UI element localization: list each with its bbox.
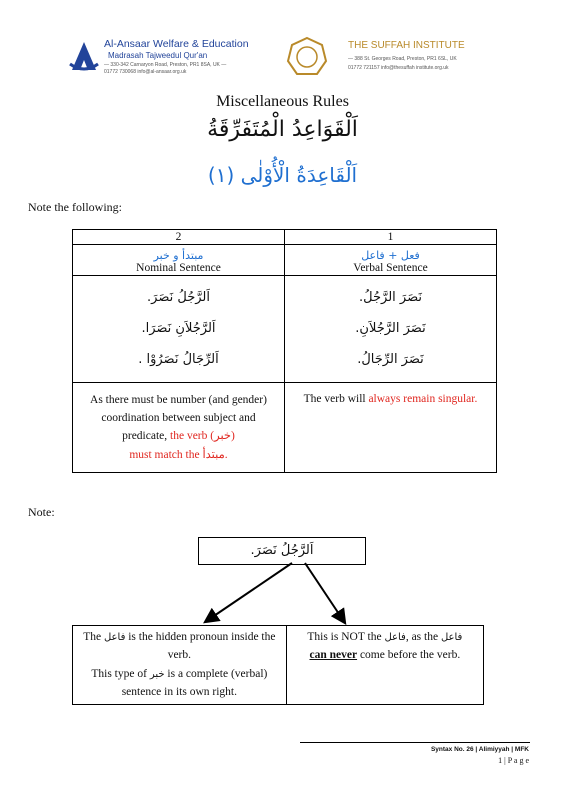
verbal-header-en: Verbal Sentence [353,262,428,274]
right-org-contact: 01772 721157 info@thesuffah institute.org.uk [348,65,449,71]
note2-label: Note: [28,505,55,519]
center-example-box: اَلرَّجُلُ نَصَرَ. [198,537,366,565]
arabic-subtitle: اَلْقَاعِدَةُ الْأُوْلٰى (١) [207,163,358,187]
left-ar-term: فاعل [103,632,126,643]
right-ar-term: فاعل [440,632,463,643]
verbal-example: نَصَرَ الرَّجُلاَنِ. [355,321,426,337]
right-explanation-cell [286,626,483,705]
nominal-rule-red2: must match the مبتدأ. [129,448,228,461]
left-org-address: — 330-342 Carnaryon Road, Preston, PR1 8SA, UK — [104,62,227,68]
right-text: This is NOT the [307,631,382,643]
left-explanation-cell [73,626,287,705]
nominal-header-ar: مبتدأ و خبر [153,249,204,262]
right-org-name: THE SUFFAH INSTITUTE [348,40,465,51]
note-intro: Note the following: [28,200,122,214]
page-title: Miscellaneous Rules [216,93,349,110]
col-number-1: 1 [285,230,497,245]
right-bold-text: can never [309,649,358,662]
nominal-example: اَلرَّجُلاَنِ نَصَرَا. [141,321,216,337]
explanation-table [72,625,484,705]
footer-line1: Syntax No. 26 | Alimiyyah | MFK [430,746,529,753]
left-org-contact: 01772 730068 info@al-ansaar.org.uk [104,69,187,75]
left-ar-term: خبر [149,668,165,680]
verbal-rule-text: The verb will [303,392,366,405]
right-arrow [305,563,343,620]
right-text: come before the verb. [359,649,461,662]
right-ar-term: فاعل [384,632,406,643]
verbal-example: نَصَرَ الرَّجُلُ. [359,290,422,305]
left-text: is the hidden pronoun inside the verb. [128,631,276,662]
verbal-header-ar: فعل + فاعل [361,249,420,262]
left-org-sub: Madrasah Tajweedul Qur'an [108,51,208,60]
left-text: This type of [91,667,147,680]
footer-rule [300,742,530,743]
left-text: The [83,631,102,643]
nominal-header-en: Nominal Sentence [136,262,221,274]
arabic-title: اَلْقَوَاعِدُ الْمُتَفَرِّقَةُ [207,117,358,142]
page-number: 1 | P a g e [498,756,529,765]
verbal-example: نَصَرَ الرِّجَالُ. [357,352,424,368]
verbal-rule-red: always remain singular. [368,392,478,405]
nominal-example: اَلرِّجَالُ نَصَرُوْا . [138,352,219,368]
table-row [73,626,484,705]
nominal-rule-text: As there must be number (and gender) coordination between subject and predicate, [90,393,267,443]
nominal-rule-red1: the verb (خبر) [170,430,235,443]
left-text: is a complete (verbal) sentence in its own right. [121,667,268,699]
right-org-address: — 388 St. Georges Road, Preston, PR1 6SL, UK [348,56,457,62]
left-org-name: Al-Ansaar Welfare & Education [104,38,249,50]
right-text: , as the [405,631,439,643]
nominal-example: اَلرَّجُلُ نَصَرَ. [147,290,210,305]
left-arrow [208,563,292,620]
col-number-2: 2 [73,230,285,245]
